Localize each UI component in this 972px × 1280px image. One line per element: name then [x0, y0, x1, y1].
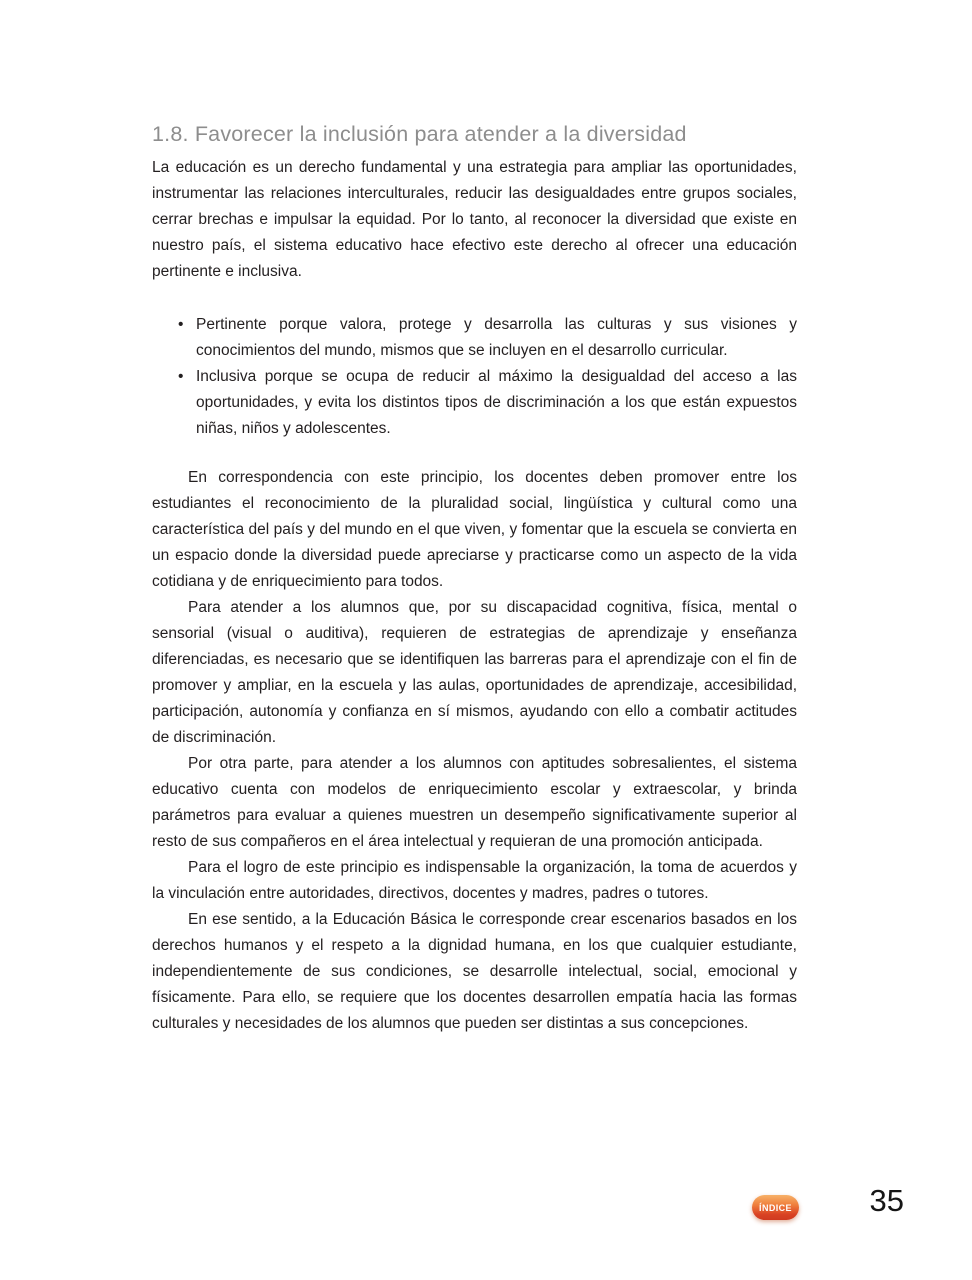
list-item-text: Pertinente porque valora, protege y desarrolla las culturas y sus visiones y conocimientos del mundo, mismos que se incluyen en el desarrollo curricular.	[196, 316, 797, 359]
body-paragraph: En correspondencia con este principio, los docentes deben promover entre los estudiantes el reconocimiento de la pluralidad social, lingüística y cultural como una característica del país y del mundo en el que viven, y fomentar que la escuela se convierta en un espacio donde la diversidad puede apreciarse y practicarse como un aspecto de la vida cotidiana y de enriquecimiento para todos.	[152, 469, 797, 590]
body-paragraph: En ese sentido, a la Educación Básica le corresponde crear escenarios basados en los derechos humanos y el respeto a la dignidad humana, en los que cualquier estudiante, independientemente de sus condiciones, se desarrolle intelectual, social, emocional y físicamente. Para ello, se requiere que los docentes desarrollen empatía hacia las formas culturales y necesidades de los alumnos que pueden ser distintas a sus concepciones.	[152, 911, 797, 1032]
body-paragraph: Para el logro de este principio es indispensable la organización, la toma de acuerdos y la vinculación entre autoridades, directivos, docentes y madres, padres o tutores.	[152, 859, 797, 902]
bullet-list	[152, 312, 797, 442]
list-item	[178, 312, 797, 364]
list-item-text: Inclusiva porque se ocupa de reducir al máximo la desigualdad del acceso a las oportunidades, y evita los distintos tipos de discriminación a los que están expuestos niñas, niños y adolescentes.	[196, 368, 797, 437]
text-column	[152, 121, 797, 1037]
section-heading: 1.8. Favorecer la inclusión para atender a la diversidad	[152, 122, 687, 146]
intro-paragraph: La educación es un derecho fundamental y una estrategia para ampliar las oportunidades, instrumentar las relaciones interculturales, reducir las desigualdades entre grupos sociales, cerrar brechas e impulsar la equidad. Por lo tanto, al reconocer la diversidad que existe en nuestro país, el sistema educativo hace efectivo este derecho al ofrecer una educación pertinente e inclusiva.	[152, 159, 797, 280]
bullet-icon: •	[178, 368, 184, 385]
bullet-icon: •	[178, 316, 184, 333]
page-number: 35	[869, 1183, 904, 1218]
body-paragraph: Para atender a los alumnos que, por su discapacidad cognitiva, física, mental o sensorial (visual o auditiva), requieren de estrategias de aprendizaje y enseñanza diferenciadas, es necesario que se identifiquen las barreras para el aprendizaje con el fin de promover y ampliar, en la escuela y las aulas, oportunidades de aprendizaje, accesibilidad, participación, autonomía y confianza en sí mismos, ayudando con ello a combatir actitudes de discriminación.	[152, 599, 797, 746]
body-paragraph: Por otra parte, para atender a los alumnos con aptitudes sobresalientes, el sistema educativo cuenta con modelos de enriquecimiento escolar y extraescolar, y brinda parámetros para evaluar a quienes muestren un desempeño significativamente superior al resto de sus compañeros en el área intelectual y requieran de una promoción anticipada.	[152, 755, 797, 850]
list-item	[178, 364, 797, 442]
indice-button[interactable]: ÍNDICE	[752, 1195, 799, 1220]
